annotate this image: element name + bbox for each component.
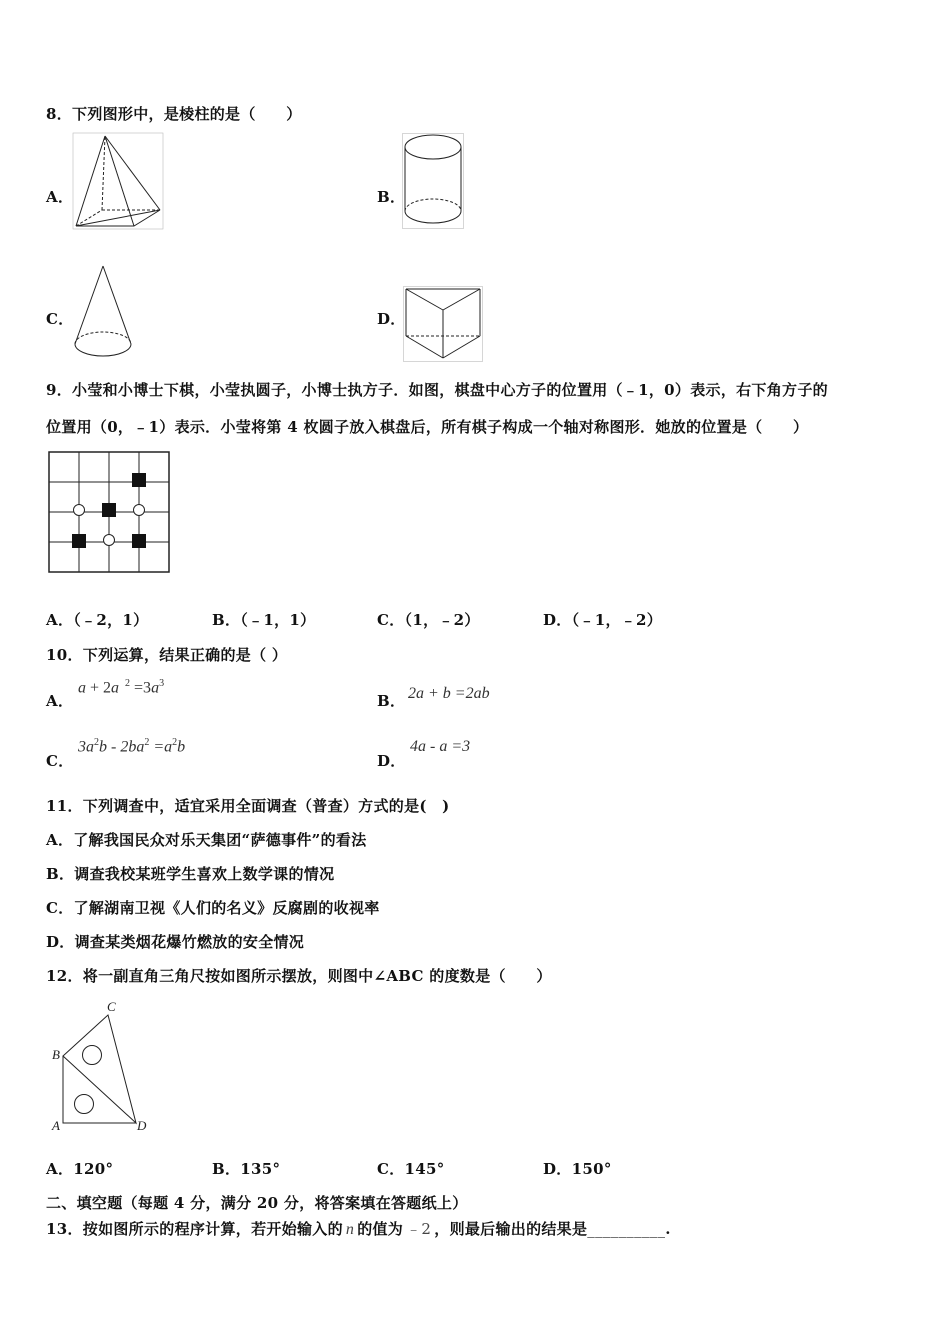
q11-option-c: C．了解湖南卫视《人们的名义》反腐剧的收视率 [46,899,380,917]
label-b: B [52,1047,60,1062]
q8-option-d-label: D． [377,310,406,328]
cone-icon [72,262,134,360]
q12-stem: 12．将一副直角三角尺按如图所示摆放，则图中∠ABC 的度数是（ ） [46,967,552,985]
chess-board [48,451,170,573]
q8-option-a-label: A． [46,188,74,206]
q9-stem-line1: 9．小莹和小博士下棋，小莹执圆子，小博士执方子．如图，棋盘中心方子的位置用（﹣1，0）表示，右下角方子的 [46,381,828,399]
circle-piece [104,535,115,546]
square-piece [102,503,116,517]
q12-option-d: D．150° [543,1160,612,1178]
q13-stem: 13．按如图所示的程序计算，若开始输入的 n 的值为 ﹣2 ，则最后输出的结果是__________. [46,1220,671,1238]
circle-piece [134,505,145,516]
q12-option-a: A．120° [46,1160,114,1178]
pyramid-icon [72,132,164,230]
triangular-prism-icon [403,286,483,362]
label-a: A [52,1118,60,1133]
q8-stem: 8．下列图形中，是棱柱的是（ ） [46,105,302,123]
q10-option-b-expr: 2a + b =2ab [408,685,490,702]
q12-option-c: C．145° [377,1160,445,1178]
q10-option-c-label: C． [46,752,74,770]
q9-option-c: C．（1，﹣2） [377,611,480,629]
square-piece [132,473,146,487]
label-c: C [107,999,116,1014]
triangle-rulers-figure [48,998,154,1138]
q11-option-a: A．了解我国民众对乐天集团“萨德事件”的看法 [46,831,367,849]
q11-stem: 11．下列调查中，适宜采用全面调查（普查）方式的是( ) [46,797,450,815]
q10-option-b-label: B． [377,692,406,710]
cylinder-icon [402,133,464,229]
circle-piece [74,505,85,516]
q9-option-a: A．（﹣2，1） [46,611,149,629]
q8-option-c-label: C． [46,310,74,328]
label-d: D [137,1118,147,1133]
q10-option-a-label: A． [46,692,74,710]
square-piece [132,534,146,548]
q9-stem-line2: 位置用（0，﹣1）表示．小莹将第 4 枚圆子放入棋盘后，所有棋子构成一个轴对称图形．她放的位置是（ ） [46,418,809,436]
section2-heading: 二、填空题（每题 4 分，满分 20 分，将答案填在答题纸上） [46,1194,468,1212]
q10-option-d-expr: 4a - a =3 [410,738,471,755]
q12-option-b: B．135° [212,1160,281,1178]
q11-option-d: D．调查某类烟花爆竹燃放的安全情况 [46,933,305,951]
square-piece [72,534,86,548]
q10-stem: 10．下列运算，结果正确的是（ ） [46,646,288,664]
q10-option-d-label: D． [377,752,406,770]
q11-option-b: B．调查我校某班学生喜欢上数学课的情况 [46,865,335,883]
q10-option-a-expr: a + 2a $^2 =3a^3$ [78,678,165,697]
q9-option-d: D．（﹣1，﹣2） [543,611,663,629]
q10-option-c-expr: $3a^2b - 2ba^2 =a^2b$ [78,737,186,756]
q9-option-b: B．（﹣1，1） [212,611,316,629]
q8-option-b-label: B． [377,188,406,206]
